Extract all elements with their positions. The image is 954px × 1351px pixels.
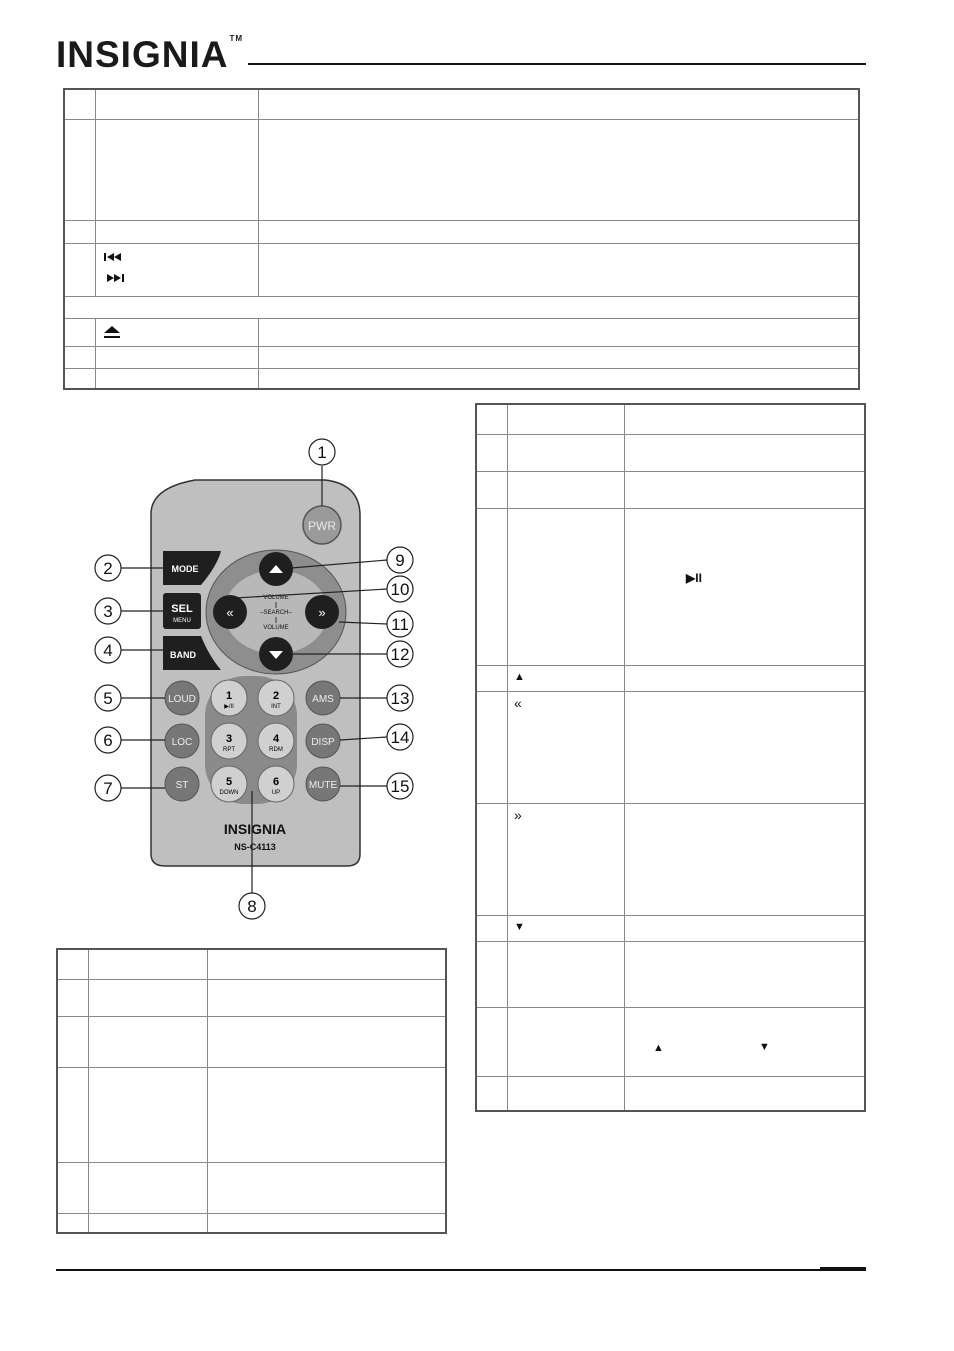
callout-6: 6 (103, 731, 113, 750)
up-arrow-icon: ▲ (653, 1041, 664, 1054)
right-table (475, 403, 866, 1112)
table-row (64, 296, 859, 318)
callout-10: 10 (390, 580, 410, 599)
callout-5: 5 (103, 689, 113, 708)
search-label: –SEARCH– (260, 610, 292, 616)
rewind-icon: « (226, 605, 234, 620)
footer-rule (56, 1269, 866, 1271)
disp-label: DISP (311, 737, 335, 748)
callout-8: 8 (247, 897, 257, 916)
rewind-icon: « (514, 694, 522, 711)
insignia-logo (56, 34, 243, 74)
table-row (64, 346, 859, 368)
down-arrow-icon: ▼ (514, 920, 525, 933)
down-arrow-icon: ▼ (759, 1040, 770, 1053)
top-table (63, 88, 860, 390)
table-row (57, 1213, 446, 1233)
table-row (476, 1076, 865, 1111)
key-4-sub: RDM (269, 747, 283, 753)
table-row (64, 318, 859, 346)
callout-2: 2 (103, 559, 113, 578)
band-label: BAND (170, 650, 196, 660)
mode-label: MODE (171, 564, 199, 574)
key-4-label: 4 (272, 733, 280, 745)
skip-icons (102, 250, 132, 290)
key-3-label: 3 (225, 733, 233, 745)
table-row (476, 1007, 865, 1076)
callout-7: 7 (103, 779, 113, 798)
table-row (64, 220, 859, 243)
callout-11: 11 (391, 615, 409, 634)
fast-forward-icon: » (318, 605, 326, 620)
ams-label: AMS (312, 694, 334, 705)
loc-label: LOC (171, 737, 193, 748)
table-row (476, 941, 865, 1007)
table-row (476, 665, 865, 691)
callout-13: 13 (390, 689, 410, 708)
volume-top-label: VOLUME (263, 595, 289, 601)
mute-label: MUTE (308, 780, 338, 791)
bottom-left-table (56, 948, 447, 1234)
st-label: ST (175, 780, 189, 791)
table-row (64, 243, 859, 296)
key-1-sub: ▶/II (224, 704, 234, 710)
skip-back-icon (104, 253, 121, 261)
table-row (57, 949, 446, 979)
key-5-label: 5 (225, 776, 233, 788)
key-2-label: 2 (272, 690, 280, 702)
key-5-sub: DOWN (219, 790, 239, 796)
sel-label: SEL (171, 603, 193, 615)
table-row (476, 434, 865, 471)
key-3-sub: RPT (223, 747, 235, 753)
table-row (57, 1067, 446, 1162)
logo-tm: TM (229, 34, 244, 43)
table-row (64, 89, 859, 119)
remote-model: NS-C4113 (234, 842, 276, 852)
table-row (57, 1162, 446, 1213)
menu-label: MENU (173, 618, 191, 624)
up-arrow-icon: ▲ (514, 670, 525, 683)
table-row (57, 1016, 446, 1067)
logo-text: INSIGNIA (56, 34, 229, 75)
play-pause-icon: ▶II (686, 570, 702, 585)
table-row (64, 119, 859, 220)
footer-rule-accent (820, 1267, 866, 1270)
remote-illustration (85, 436, 435, 926)
callout-15: 15 (390, 777, 410, 796)
table-row (476, 404, 865, 434)
loud-label: LOUD (168, 694, 196, 705)
fast-forward-icon: » (514, 806, 522, 823)
table-row (476, 471, 865, 508)
callout-12: 12 (390, 645, 410, 664)
key-1-label: 1 (225, 690, 233, 702)
volume-bottom-label: VOLUME (263, 625, 289, 631)
callout-1: 1 (317, 443, 327, 462)
remote-brand: INSIGNIA (223, 821, 287, 837)
table-row (476, 508, 865, 665)
key-6-sub: UP (271, 790, 281, 796)
callout-9: 9 (395, 551, 405, 570)
callout-3: 3 (103, 602, 113, 621)
table-row (476, 803, 865, 915)
header-rule (248, 63, 866, 65)
callout-14: 14 (390, 728, 410, 747)
table-row (476, 691, 865, 803)
eject-icon (102, 324, 126, 344)
table-row (57, 979, 446, 1016)
table-row (476, 915, 865, 941)
pwr-label: PWR (308, 519, 336, 533)
callout-4: 4 (103, 641, 113, 660)
skip-forward-icon (107, 274, 124, 282)
key-6-label: 6 (272, 776, 280, 788)
key-2-sub: INT (271, 704, 281, 710)
table-row (64, 368, 859, 389)
